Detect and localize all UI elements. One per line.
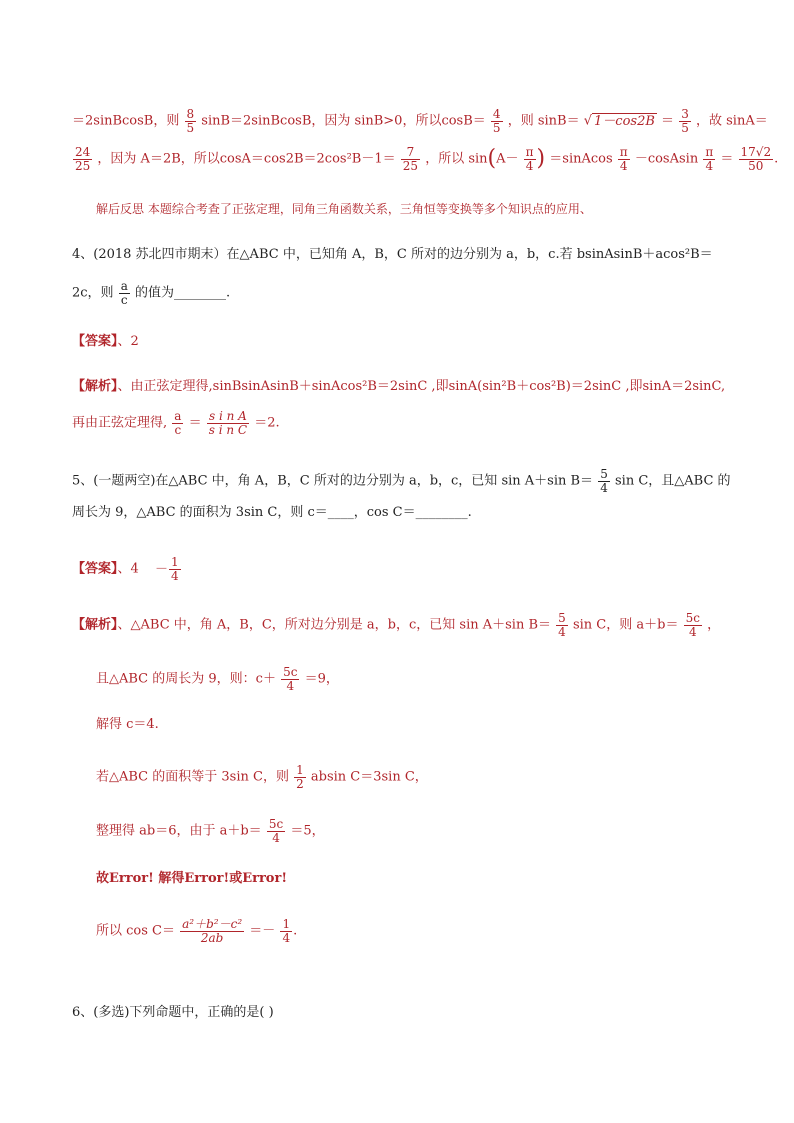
- q4-analysis-line-2: 再由正弦定理得, $\frac{a}{c}$ ＝ $\frac{\text{s i n A}}{\text{s i n C}}$ ＝2.: [72, 409, 280, 437]
- fraction-5c-4: $\frac{5c}{4}$: [685, 611, 700, 639]
- fraction-cosine-law: $\frac{\text{a²＋b²－c²}}{2ab}$: [182, 917, 243, 945]
- fraction-5c-4: $\frac{5c}{4}$: [283, 665, 298, 693]
- fraction-pi-4: $\frac{\pi}{4}$: [705, 145, 714, 173]
- fraction-4-5: $\frac{4}{5}$: [492, 107, 501, 135]
- fraction-7-25: $\frac{7}{25}$: [402, 145, 419, 173]
- q5-question-line-1: 5、(一题两空)在△ABC 中，角 A，B，C 所对的边分别为 a，b，c，已知 sin A＋sin B＝ $\frac{5}{4}$ sin C，且△ABC 的: [72, 467, 731, 495]
- q3-reflection: 解后反思 本题综合考查了正弦定理，同角三角函数关系，三角恒等变换等多个知识点的应用、: [96, 202, 592, 216]
- q4-analysis-line-1: 【解析】、由正弦定理得,sinBsinAsinB＋sinAcos²B＝2sinC ,即sinA(sin²B＋cos²B)＝2sinC ,即sinA＝2sinC,: [72, 379, 726, 394]
- fraction-24-25: $\frac{24}{25}$: [75, 145, 91, 173]
- fraction-1-2: $\frac{1}{2}$: [296, 763, 304, 791]
- fraction-5c-4: $\frac{5c}{4}$: [268, 817, 284, 845]
- fraction-pi-4: $\frac{\pi}{4}$: [525, 145, 534, 173]
- left-paren: (: [487, 146, 497, 172]
- q5-step-4: 整理得 ab＝6，由于 a＋b＝ $\frac{5c}{4}$ ＝5，: [96, 817, 325, 845]
- fraction-1-4: $\frac{1}{4}$: [170, 555, 179, 583]
- q5-question-line-2: 周长为 9，△ABC 的面积为 3sin C，则 c＝____，cos C＝________.: [72, 505, 472, 520]
- fraction-a-c: $\frac{a}{c}$: [120, 279, 128, 307]
- q5-step-1: 且△ABC 的周长为 9，则：c＋ $\frac{5c}{4}$ ＝9，: [96, 665, 339, 693]
- fraction-8-5: $\frac{8}{5}$: [186, 107, 195, 135]
- q3-line-2: $\frac{24}{25}$ ，因为 A＝2B，所以cosA＝cos2B＝2cos²B－1＝ $\frac{7}{25}$ ，所以 sin(A－ $\frac{\pi}{4}$ ) ＝sinAcos $\frac{\pi}{4}$ －cosAsin $\frac{\pi}{4}$ ＝ $\frac{17√2}{50}$ .: [75, 145, 779, 173]
- q6-question-line-1: 6、(多选)下列命题中，正确的是( ): [72, 1005, 274, 1020]
- q5-step-6: 所以 cos C＝ $\frac{\text{a²＋b²－c²}}{2ab}$ ＝－ $\frac{1}{4}$ .: [96, 917, 298, 945]
- fraction-3-5: $\frac{3}{5}$: [681, 107, 689, 135]
- q5-step-5: 故Error! 解得Error!或Error!: [96, 871, 288, 886]
- q5-step-2: 解得 c＝4.: [96, 717, 159, 732]
- q3-line-1: ＝2sinBcosB，则 $\frac{8}{5}$ sinB＝2sinBcosB，因为 sinB>0，所以cosB＝ $\frac{4}{5}$ ，则 sinB＝ √ 1－cos2B ＝ $\frac{3}{5}$ ，故 sinA＝: [72, 107, 768, 135]
- sqrt-sign: √: [583, 113, 593, 129]
- fraction-17root2-50: $\frac{17√2}{50}$: [740, 145, 772, 173]
- fraction-5-4: $\frac{5}{4}$: [558, 611, 566, 639]
- fraction-5-4: $\frac{5}{4}$: [600, 467, 608, 495]
- q5-analysis-line-1: 【解析】、△ABC 中，角 A，B，C，所对边分别是 a，b，c，已知 sin A＋sin B＝ $\frac{5}{4}$ sin C，则 a＋b＝ $\frac{5c}{4}$ ，: [72, 611, 721, 639]
- q5-step-3: 若△ABC 的面积等于 3sin C，则 $\frac{1}{2}$ absin C＝3sin C，: [96, 763, 428, 791]
- fraction-1-4: $\frac{1}{4}$: [282, 917, 291, 945]
- sqrt-radicand: 1－cos2B: [594, 113, 655, 129]
- q4-answer: 【答案】、2: [72, 334, 139, 349]
- fraction-a-c: $\frac{a}{c}$: [174, 409, 182, 437]
- q4-question-line-1: 4、(2018 苏北四市期末）在△ABC 中，已知角 A，B，C 所对的边分别为 a，b，c.若 bsinAsinB＋acos²B＝: [72, 247, 713, 262]
- right-paren: ): [536, 146, 546, 172]
- q4-question-line-2: 2c，则 $\frac{a}{c}$ 的值为________.: [72, 279, 231, 307]
- fraction-sinA-sinC: $\frac{\text{s i n A}}{\text{s i n C}}$: [208, 409, 248, 437]
- q5-answer: 【答案】、4 － $\frac{1}{4}$: [72, 555, 179, 583]
- fraction-pi-4: $\frac{\pi}{4}$: [619, 145, 628, 173]
